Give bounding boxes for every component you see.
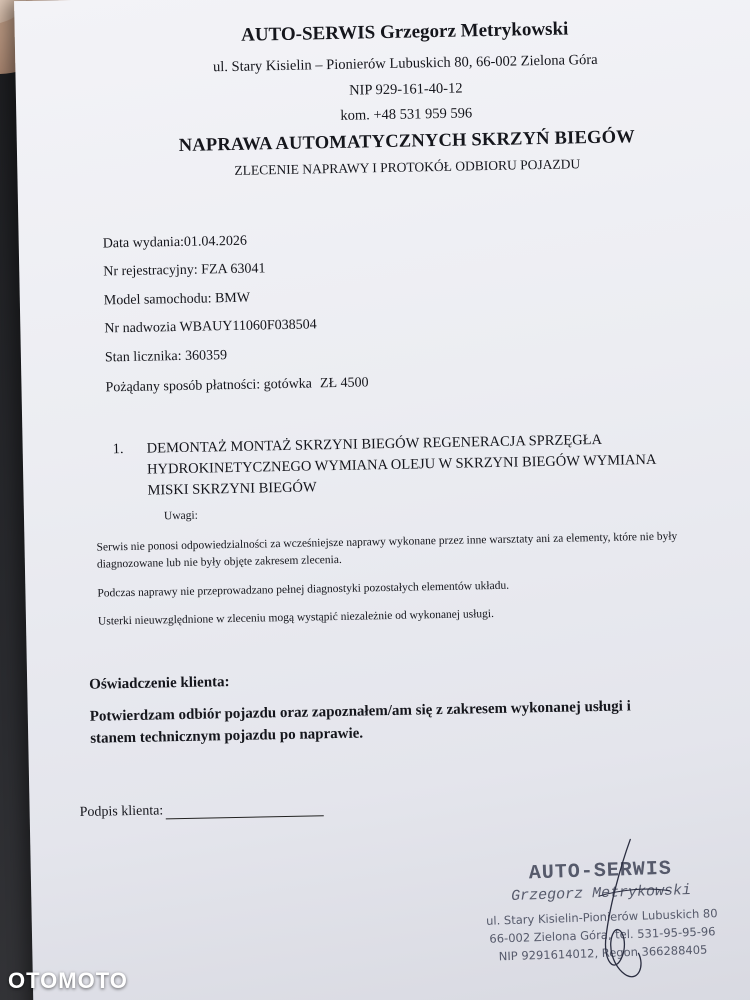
notes-label: Uwagi:	[163, 509, 198, 523]
work-item	[112, 429, 673, 503]
issue-date: Data wydania:01.04.2026	[102, 233, 248, 252]
client-statement-text: Potwierdzam odbiór pojazdu oraz zapoznałem/am się z zakresem wykonanej usługi i stanem technicznym pojazdu po naprawie.	[89, 698, 631, 747]
note-item: Serwis nie ponosi odpowiedzialności za wcześniejsze naprawy wykonane przez inne warsztaty ani za elementy, które nie były diagnozowane lub nie były objęte zakresem zlecenia.	[96, 530, 678, 571]
document-sheet	[14, 0, 750, 1000]
stamp-line-1: AUTO-SERWIS	[528, 857, 673, 886]
car-model: Model samochodu: BMW	[103, 290, 251, 309]
otomoto-watermark: OTOMOTO	[8, 968, 128, 993]
vin-number: Nr nadwozia WBAUY11060F038504	[104, 317, 317, 337]
handwritten-signature	[590, 834, 683, 986]
stamp-line-3: ul. Stary Kisielin-Pionierów Lubuskich 80	[485, 906, 718, 928]
work-item-number: 1.	[112, 441, 124, 458]
stamp-line-2: Grzegorz Metrykowski	[510, 882, 692, 905]
company-phone: kom. +48 531 959 596	[340, 105, 473, 124]
note-item: Usterki nieuwzględnione w zleceniu mogą wystąpić niezależnie od wykonanej usługi.	[97, 608, 495, 628]
company-address: ul. Stary Kisielin – Pionierów Lubuskich 80, 66-002 Zielona Góra	[212, 51, 598, 76]
note-item: Podczas naprawy nie przeprowadzano pełnej diagnostyki pozostałych elementów układu.	[97, 579, 510, 600]
stamp-line-4: 66-002 Zielona Góra, tel. 531-95-95-96	[489, 924, 716, 946]
document-subtitle: ZLECENIE NAPRAWY I PROTOKÓŁ ODBIORU POJAZDU	[234, 156, 581, 178]
payment-method	[105, 375, 368, 396]
company-name: AUTO-SERWIS Grzegorz Metrykowski	[240, 18, 569, 46]
work-item-description: DEMONTAŻ MONTAŻ SKRZYNI BIEGÓW REGENERACJA SPRZĘGŁA HYDROKINETYCZNEGO WYMIANA OLEJU W SKRZYNI BIEGÓW WYMIANA MISKI SKRZYNI BIEGÓW	[146, 431, 656, 499]
payment-amount: ZŁ 4500	[319, 375, 369, 392]
company-nip: NIP 929-161-40-12	[348, 80, 463, 99]
document-title: NAPRAWA AUTOMATYCZNYCH SKRZYŃ BIEGÓW	[178, 127, 636, 156]
client-signature-field	[79, 799, 323, 821]
signature-label: Podpis klienta:	[79, 803, 164, 820]
document-content	[14, 0, 750, 1000]
odometer-reading: Stan licznika: 360359	[104, 348, 228, 366]
stamp-line-5: NIP 9291614012, Regon 366288405	[498, 942, 708, 964]
client-statement-heading: Oświadczenie klienta:	[89, 674, 230, 693]
signature-line	[165, 799, 323, 819]
registration-number: Nr rejestracyjny: FZA 63041	[103, 261, 266, 280]
payment-method-text: Pożądany sposób płatności: gotówka	[105, 376, 313, 396]
